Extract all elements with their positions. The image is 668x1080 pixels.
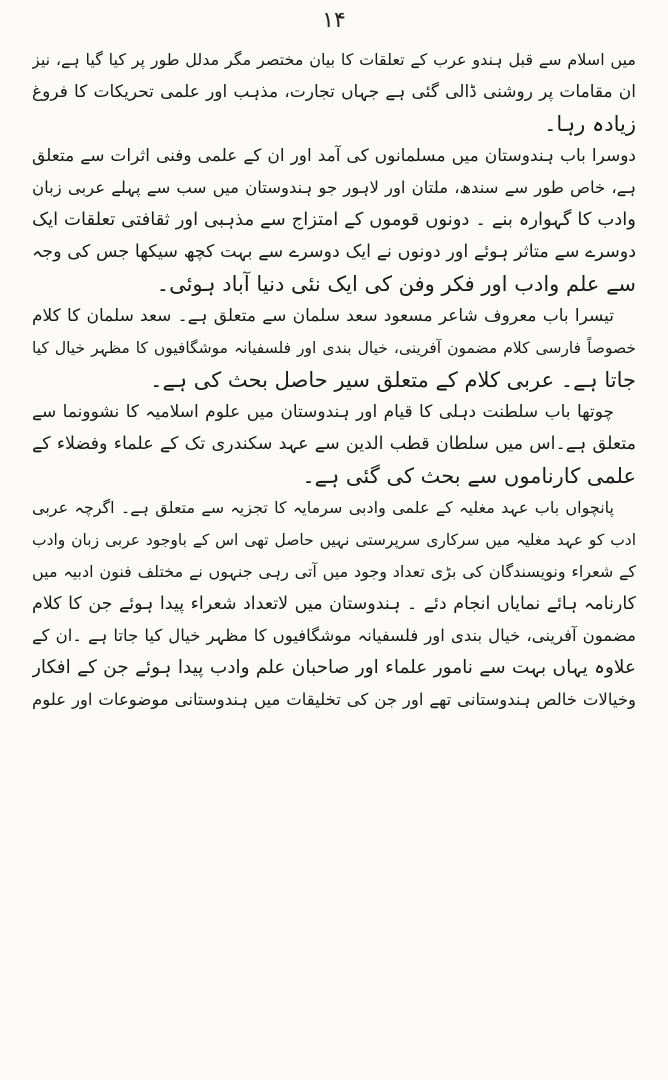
text-line: کارنامہ ہائے نمایاں انجام دئے ۔ ہندوستان میں لاتعداد شعراء پیدا ہوئے جن کا کلام <box>32 594 636 614</box>
text-line: ادب کو عہد مغلیہ میں سرکاری سرپرستی نہیں حاصل تھی اس کے باوجود عربی زبان وادب <box>32 531 636 549</box>
text-line: چوتھا باب سلطنت دہلی کا قیام اور ہندوستان میں علوم اسلامیہ کا نشوونما سے <box>32 402 614 422</box>
text-line: میں اسلام سے قبل ہندو عرب کے تعلقات کا بیان مختصر مگر مدلل طور پر کیا گیا ہے، نیز <box>32 50 636 69</box>
text-line: وخیالات خالص ہندوستانی تھے اور جن کی تخلیقات میں ہندوستانی موضوعات اور علوم <box>32 690 636 709</box>
text-line: کے شعراء ونویسندگان کی بڑی تعداد وجود میں آتی رہی جنہوں نے مختلف فنون ادبیہ میں <box>32 562 636 581</box>
text-line: متعلق ہے۔اس میں سلطان قطب الدین سے عہد سکندری تک کے علماء وفضلاء کے <box>32 434 636 454</box>
text-line: پانچواں باب عہد مغلیہ کے علمی وادبی سرمایہ کا تجزیہ سے متعلق ہے۔ اگرچہ عربی <box>32 498 614 517</box>
text-line: وادب کا گہوارہ بنے ۔ دونوں قوموں کے امتزاج سے مذہبی اور ثقافتی تعلقات ایک <box>32 209 636 230</box>
paragraph-chapter-4 <box>32 396 636 492</box>
text-line: جاتا ہے۔ عربی کلام کے متعلق سیر حاصل بحث کی ہے۔ <box>150 368 636 392</box>
text-line: ان مقامات پر روشنی ڈالی گئی ہے جہاں تجارت، مذہب اور علمی تحریکات کا فروغ <box>32 82 636 102</box>
text-line: خصوصاً فارسی کلام مضمون آفرینی، خیال بندی اور فلسفیانہ موشگافیوں کا مظہر خیال کیا <box>32 339 636 357</box>
text-line: زیادہ رہا۔ <box>544 112 636 136</box>
text-line: سے علم وادب اور فکر وفن کی ایک نئی دنیا آباد ہوئی۔ <box>156 272 636 296</box>
body-text <box>32 44 636 716</box>
text-line: علاوہ یہاں بہت سے نامور علماء اور صاحبان علم وادب پیدا ہوئے جن کے افکار <box>32 657 636 678</box>
text-line: دوسرا باب ہندوستان میں مسلمانوں کی آمد اور ان کے علمی وفنی اثرات سے متعلق <box>32 146 636 166</box>
text-line: دوسرے سے متاثر ہوئے اور دونوں نے ایک دوسرے سے بہت کچھ سیکھا جس کی وجہ <box>32 242 636 262</box>
text-line: ہے، خاص طور سے سندھ، ملتان اور لاہور جو ہندوستان میں سب سے پہلے عربی زبان <box>32 178 636 197</box>
paragraph-chapter-2 <box>32 140 636 300</box>
paragraph-chapter-5 <box>32 492 636 716</box>
page-number: ۱۴ <box>322 8 346 33</box>
text-line: علمی کارناموں سے بحث کی گئی ہے۔ <box>302 464 636 488</box>
paragraph-chapter-3 <box>32 300 636 396</box>
text-line: مضمون آفرینی، خیال بندی اور فلسفیانہ موشگافیوں کا مظہر خیال کیا جاتا ہے ۔ان کے <box>32 626 636 645</box>
paragraph-intro <box>32 44 636 140</box>
text-line: تیسرا باب معروف شاعر مسعود سعد سلمان سے متعلق ہے۔ سعد سلمان کا کلام <box>32 306 614 326</box>
